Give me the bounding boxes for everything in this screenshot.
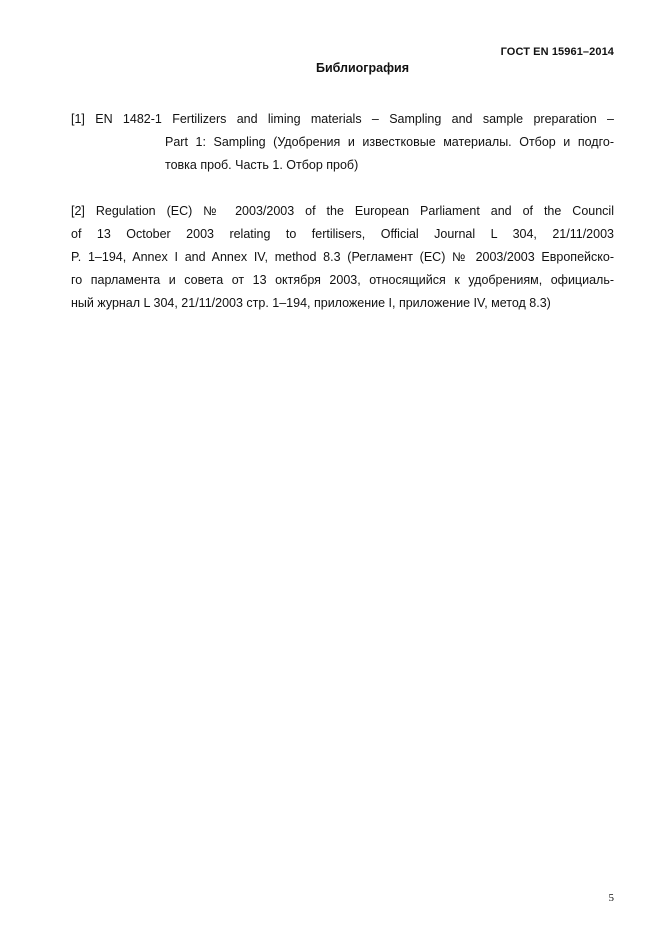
page-number: 5 <box>608 892 614 904</box>
entry-line: P. 1–194, Annex I and Annex IV, method 8.3 (Регламент (EC) № 2003/2003 Европейско- <box>71 250 614 264</box>
entry-line: ный журнал L 304, 21/11/2003 стр. 1–194, приложение I, приложение IV, метод 8.3) <box>71 296 551 310</box>
entry-line: товка проб. Часть 1. Отбор проб) <box>165 158 359 172</box>
bibliography-list <box>71 108 614 338</box>
entry-line: [1] EN 1482-1 Fertilizers and liming materials – Sampling and sample preparation – <box>71 112 614 126</box>
bibliography-title: Библиография <box>315 61 410 75</box>
entry-line: [2] Regulation (EC) № 2003/2003 of the European Parliament and of the Council <box>71 204 614 218</box>
bibliography-entry-1 <box>71 108 614 177</box>
entry-line: Part 1: Sampling (Удобрения и известковые материалы. Отбор и подго- <box>165 135 614 149</box>
document-code: ГОСТ EN 15961–2014 <box>500 46 614 58</box>
entry-line: of 13 October 2003 relating to fertilisers, Official Journal L 304, 21/11/2003 <box>71 227 614 241</box>
bibliography-entry-2 <box>71 200 614 315</box>
entry-line: го парламента и совета от 13 октября 2003, относящийся к удобрениям, официаль- <box>71 273 614 287</box>
